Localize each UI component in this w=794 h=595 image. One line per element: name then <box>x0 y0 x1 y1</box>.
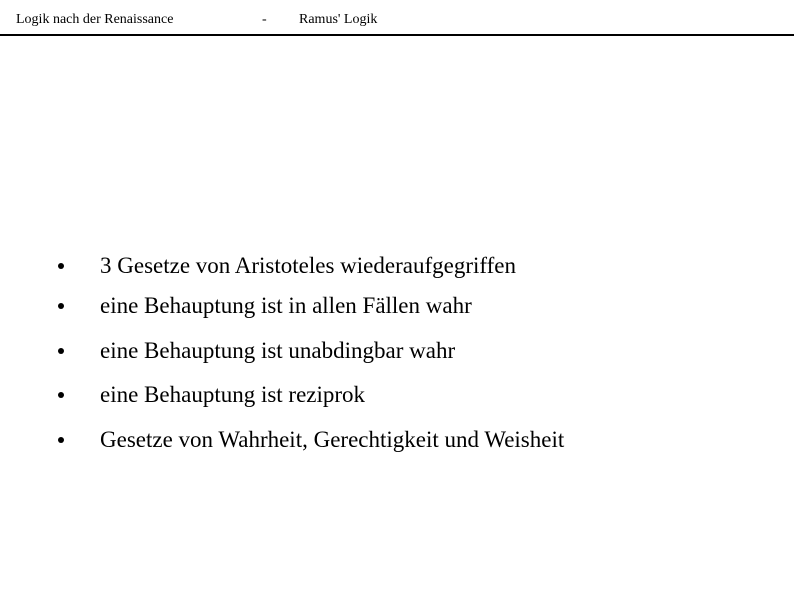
bullet-icon <box>58 263 64 269</box>
bullet-text: Gesetze von Wahrheit, Gerechtigkeit und Weisheit <box>100 427 565 452</box>
list-item <box>0 291 794 321</box>
header-right-title: Ramus' Logik <box>299 12 378 27</box>
bullet-icon <box>58 348 64 354</box>
bullet-icon <box>58 303 64 309</box>
bullet-text: 3 Gesetze von Aristoteles wiederaufgegriffen <box>100 253 516 278</box>
bullet-text: eine Behauptung ist in allen Fällen wahr <box>100 293 472 318</box>
list-item <box>0 251 794 281</box>
list-item <box>0 380 794 410</box>
header-separator: - <box>262 12 267 27</box>
bullet-icon <box>58 392 64 398</box>
list-item <box>0 425 794 455</box>
bullet-text: eine Behauptung ist reziprok <box>100 382 366 407</box>
bullet-text: eine Behauptung ist unabdingbar wahr <box>100 338 456 363</box>
header-left-title: Logik nach der Renaissance <box>16 12 174 27</box>
bullet-icon <box>58 437 64 443</box>
list-item <box>0 336 794 366</box>
